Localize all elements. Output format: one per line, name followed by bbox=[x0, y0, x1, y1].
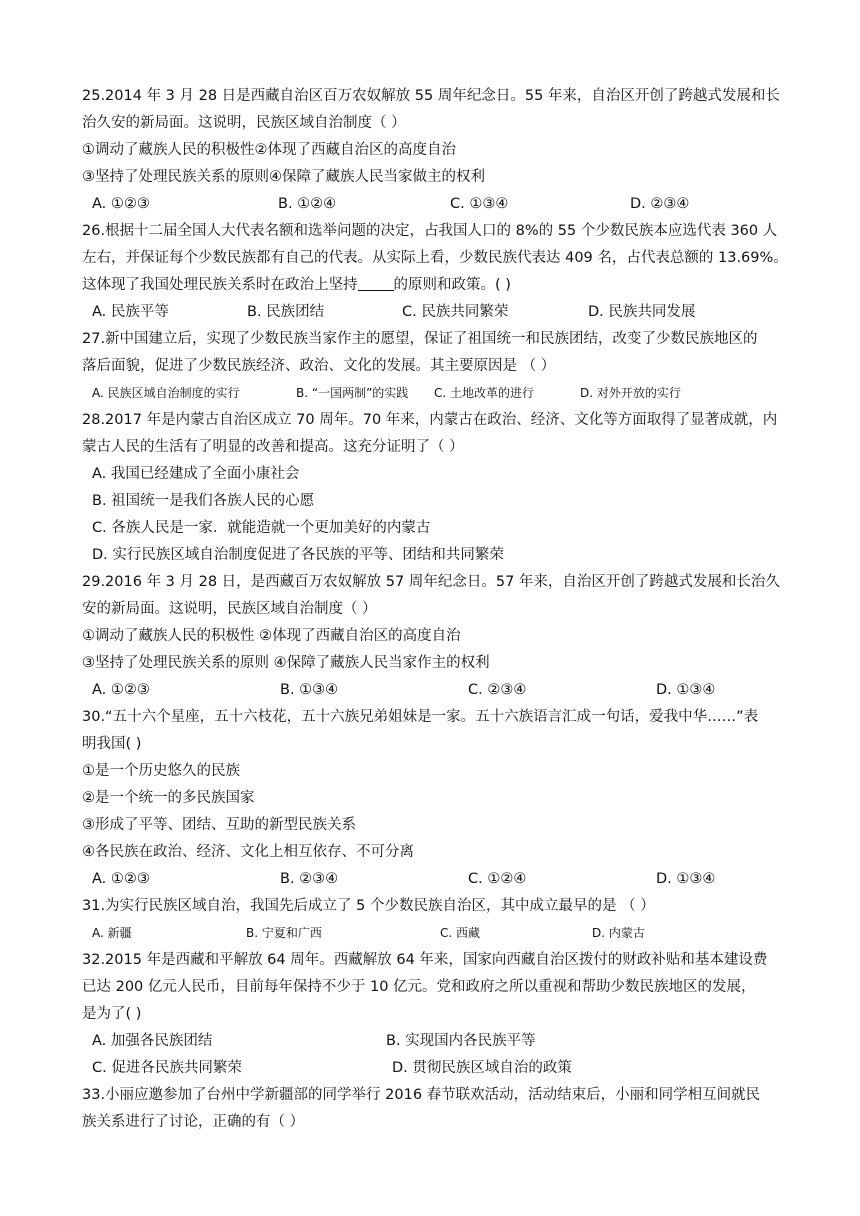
question-28-option-d: D. 实行民族区域自治制度促进了各民族的平等、团结和共同繁荣 bbox=[92, 547, 504, 563]
question-25-line-2: 治久安的新局面。这说明，民族区域自治制度（ ） bbox=[82, 115, 406, 131]
question-28-option-a: A. 我国已经建成了全面小康社会 bbox=[92, 466, 300, 482]
question-28-option-b: B. 祖国统一是我们各族人民的心愿 bbox=[92, 493, 315, 509]
question-26-line-3 bbox=[82, 275, 782, 295]
option-c: C. ②③④ bbox=[468, 682, 527, 698]
option-c: C. 民族共同繁荣 bbox=[402, 304, 509, 320]
question-30-line-2: 明我国( ) bbox=[82, 736, 142, 752]
question-28-line-1: 28.2017 年是内蒙古自治区成立 70 周年。70 年来，内蒙古在政治、经济、文化等方面取得了显著成就，内 bbox=[82, 412, 778, 428]
question-32-line-1: 32.2015 年是西藏和平解放 64 周年。西藏解放 64 年来，国家向西藏自治区拨付的财政补贴和基本建设费 bbox=[82, 952, 768, 968]
question-25-item-3-4: ③坚持了处理民族关系的原则④保障了藏族人民当家做主的权利 bbox=[82, 169, 485, 185]
option-d: D. 内蒙古 bbox=[592, 926, 645, 940]
question-32-line-2: 已达 200 亿元人民币，目前每年保持不少于 10 亿元。党和政府之所以重视和帮助少数民族地区的发展， bbox=[82, 979, 756, 995]
question-30-item-3: ③形成了平等、团结、互助的新型民族关系 bbox=[82, 817, 356, 833]
answer-blank bbox=[358, 276, 394, 291]
option-d: D. ①③④ bbox=[656, 682, 716, 698]
option-b: B. “一国两制”的实践 bbox=[296, 386, 409, 400]
question-30-item-4: ④各民族在政治、经济、文化上相互依存、不可分离 bbox=[82, 844, 414, 860]
question-31-line-1: 31.为实行民族区域自治，我国先后成立了 5 个少数民族自治区，其中成立最早的是 （ ） bbox=[82, 898, 655, 914]
question-26-line-2: 左右，并保证每个少数民族都有自己的代表。从实际上看，少数民族代表达 409 名，占代表总额的 13.69%。 bbox=[82, 250, 788, 266]
option-b: B. 宁夏和广西 bbox=[246, 926, 322, 940]
option-c: C. 促进各民族共同繁荣 bbox=[92, 1060, 242, 1076]
question-29-line-1: 29.2016 年 3 月 28 日，是西藏百万农奴解放 57 周年纪念日。57 年来，自治区开创了跨越式发展和长治久 bbox=[82, 574, 780, 590]
question-28-line-2: 蒙古人民的生活有了明显的改善和提高。这充分证明了（ ） bbox=[82, 439, 464, 455]
option-a: A. ①②③ bbox=[92, 682, 150, 698]
option-d: D. ①③④ bbox=[656, 871, 716, 887]
option-c: C. ①③④ bbox=[450, 196, 509, 212]
question-30-item-2: ②是一个统一的多民族国家 bbox=[82, 790, 255, 806]
option-c: C. ①②④ bbox=[468, 871, 527, 887]
option-d: D. ②③④ bbox=[630, 196, 690, 212]
option-b: B. ②③④ bbox=[280, 871, 339, 887]
question-33-line-2: 族关系进行了讨论，正确的有（ ） bbox=[82, 1114, 305, 1130]
option-a: A. 民族区域自治制度的实行 bbox=[92, 386, 240, 400]
question-27-line-2: 落后面貌，促进了少数民族经济、政治、文化的发展。其主要原因是 （ ） bbox=[82, 358, 556, 374]
option-d: D. 对外开放的实行 bbox=[580, 386, 681, 400]
question-29-item-1-2: ①调动了藏族人民的积极性 ②体现了西藏自治区的高度自治 bbox=[82, 628, 461, 644]
question-30-line-1: 30.“五十六个星座，五十六枝花，五十六族兄弟姐妹是一家。五十六族语言汇成一句话，爱我中华……”表 bbox=[82, 709, 759, 725]
option-b: B. 实现国内各民族平等 bbox=[386, 1033, 536, 1049]
option-a: A. 加强各民族团结 bbox=[92, 1033, 213, 1049]
question-26-stem-before-blank: 这体现了我国处理民族关系时在政治上坚持 bbox=[82, 277, 358, 293]
option-d: D. 贯彻民族区域自治的政策 bbox=[392, 1060, 572, 1076]
option-a: A. ①②③ bbox=[92, 196, 150, 212]
question-33-line-1: 33.小丽应邀参加了台州中学新疆部的同学举行 2016 春节联欢活动，活动结束后，小丽和同学相互间就民 bbox=[82, 1087, 761, 1103]
question-32-line-3: 是为了( ) bbox=[82, 1006, 142, 1022]
option-a: A. ①②③ bbox=[92, 871, 150, 887]
option-b: B. ①③④ bbox=[280, 682, 339, 698]
question-26-stem-after-blank: 的原则和政策。( ) bbox=[393, 277, 511, 293]
question-25-item-1-2: ①调动了藏族人民的积极性②体现了西藏自治区的高度自治 bbox=[82, 142, 456, 158]
question-29-item-3-4: ③坚持了处理民族关系的原则 ④保障了藏族人民当家作主的权利 bbox=[82, 655, 490, 671]
option-a: A. 新疆 bbox=[92, 926, 132, 940]
question-26-line-1: 26.根据十二届全国人大代表名额和选举问题的决定，占我国人口的 8%的 55 个少数民族本应选代表 360 人 bbox=[82, 223, 778, 239]
option-a: A. 民族平等 bbox=[92, 304, 169, 320]
question-30-item-1: ①是一个历史悠久的民族 bbox=[82, 763, 240, 779]
option-b: B. 民族团结 bbox=[247, 304, 325, 320]
question-28-option-c: C. 各族人民是一家．就能造就一个更加美好的内蒙古 bbox=[92, 520, 431, 536]
question-27-line-1: 27.新中国建立后，实现了少数民族当家作主的愿望，保证了祖国统一和民族团结，改变了少数民族地区的 bbox=[82, 331, 758, 347]
option-c: C. 西藏 bbox=[440, 926, 481, 940]
option-d: D. 民族共同发展 bbox=[588, 304, 696, 320]
question-29-line-2: 安的新局面。这说明，民族区域自治制度（ ） bbox=[82, 601, 377, 617]
option-b: B. ①②④ bbox=[278, 196, 337, 212]
question-25-line-1: 25.2014 年 3 月 28 日是西藏自治区百万农奴解放 55 周年纪念日。55 年来，自治区开创了跨越式发展和长 bbox=[82, 88, 780, 104]
option-c: C. 土地改革的进行 bbox=[434, 386, 535, 400]
